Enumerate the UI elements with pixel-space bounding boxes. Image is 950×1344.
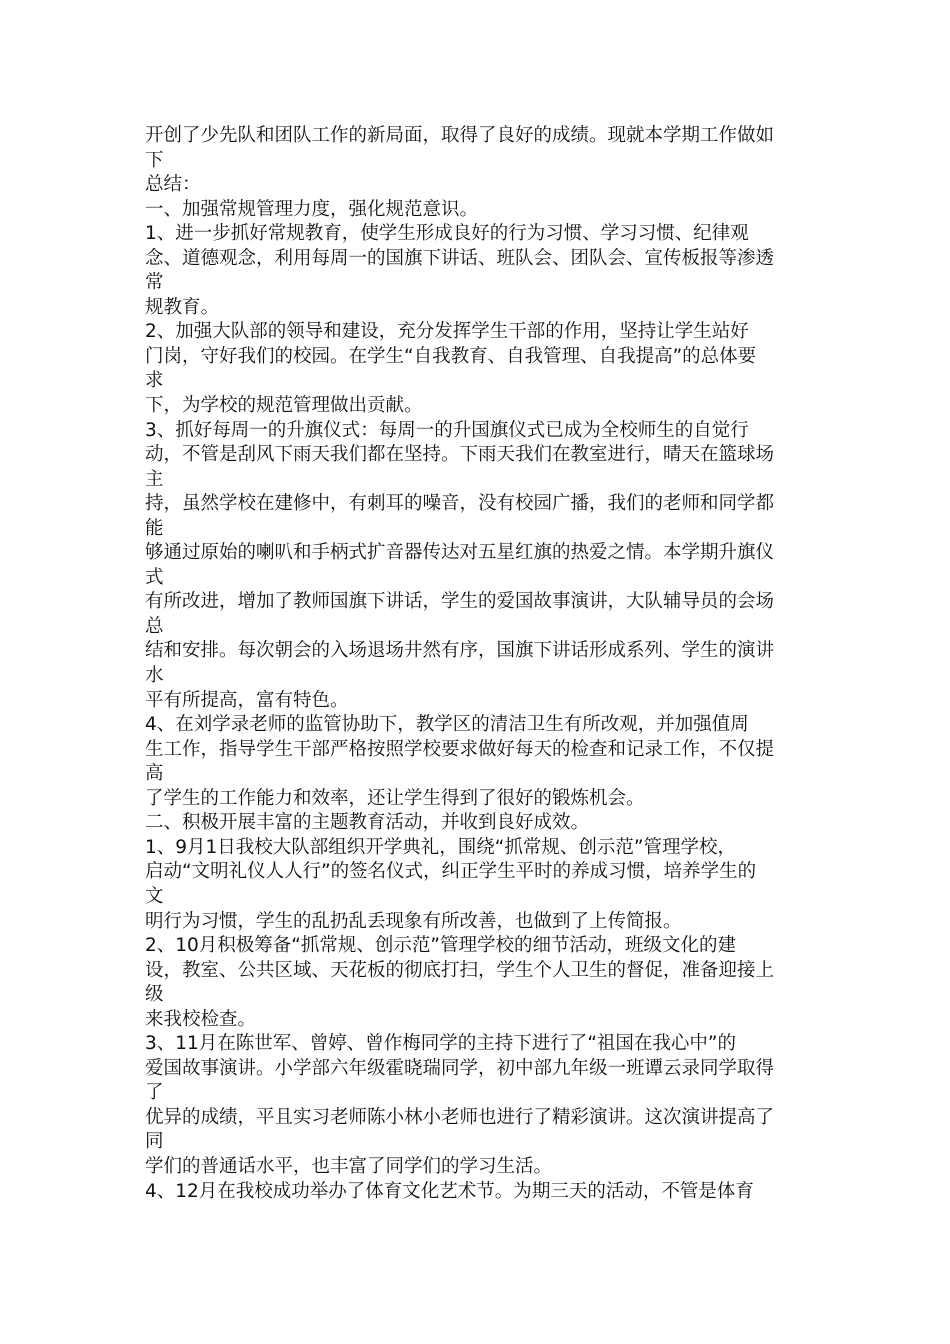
document-body-text: [145, 124, 845, 1204]
text-line: 1、进一步抓好常规教育，使学生形成良好的行为习惯、学习习惯、纪律观: [145, 223, 749, 245]
text-line: 门岗，守好我们的校园。在学生“自我教育、自我管理、自我提高”的总体要: [145, 345, 757, 367]
text-line: 4、在刘学录老师的监管协助下，教学区的清洁卫生有所改观，并加强值周: [145, 714, 749, 736]
text-line: 念、道德观念，利用每周一的国旗下讲话、班队会、团队会、宣传板报等渗透: [145, 247, 775, 269]
text-line: 生工作，指导学生干部严格按照学校要求做好每天的检查和记录工作，不仅提: [145, 738, 775, 760]
text-line: 规教育。: [145, 296, 220, 318]
text-line: 平有所提高，富有特色。: [145, 689, 349, 711]
text-line: 有所改进，增加了教师国旗下讲话，学生的爱国故事演讲，大队辅导员的会场: [145, 591, 775, 613]
text-line: 持，虽然学校在建修中，有刺耳的噪音，没有校园广播，我们的老师和同学都: [145, 493, 775, 515]
text-line: 能: [145, 517, 164, 539]
text-line: 学们的普通话水平，也丰富了同学们的学习生活。: [145, 1155, 553, 1177]
text-line: 级: [145, 984, 164, 1006]
text-line: 水: [145, 665, 164, 687]
text-line: 下: [145, 149, 164, 171]
text-line: 1、9月1日我校大队部组织开学典礼，围绕“抓常规、创示范”管理学校，: [145, 836, 736, 858]
text-line: 3、抓好每周一的升旗仪式：每周一的升国旗仪式已成为全校师生的自觉行: [145, 419, 749, 441]
text-line: 优异的成绩，平且实习老师陈小林小老师也进行了精彩演讲。这次演讲提高了: [145, 1106, 775, 1128]
text-line: 3、11月在陈世军、曾婷、曾作梅同学的主持下进行了“祖国在我心中”的: [145, 1033, 736, 1055]
text-line: 够通过原始的喇叭和手柄式扩音器传达对五星红旗的热爱之情。本学期升旗仪: [145, 542, 775, 564]
text-line: 开创了少先队和团队工作的新局面，取得了良好的成绩。现就本学期工作做如: [145, 125, 775, 146]
text-line: 爱国故事演讲。小学部六年级霍晓瑞同学，初中部九年级一班谭云录同学取得: [145, 1057, 775, 1079]
text-line: 一、加强常规管理力度，强化规范意识。: [145, 198, 479, 220]
text-line: 来我校检查。: [145, 1008, 257, 1030]
text-line: 高: [145, 763, 164, 785]
text-line: 式: [145, 566, 164, 588]
text-line: 总: [145, 615, 164, 637]
text-line: 二、积极开展丰富的主题教育活动，并收到良好成效。: [145, 812, 590, 834]
text-line: 4、12月在我校成功举办了体育文化艺术节。为期三天的活动，不管是体育: [145, 1180, 754, 1202]
text-line: 动，不管是刮风下雨天我们都在坚持。下雨天我们在教室进行，晴天在篮球场: [145, 444, 775, 466]
text-line: 主: [145, 468, 164, 490]
text-line: 文: [145, 885, 164, 907]
text-line: 2、加强大队部的领导和建设，充分发挥学生干部的作用，坚持让学生站好: [145, 321, 749, 343]
text-line: 了学生的工作能力和效率，还让学生得到了很好的锻炼机会。: [145, 787, 645, 809]
text-line: 下，为学校的规范管理做出贡献。: [145, 395, 423, 417]
text-line: 结和安排。每次朝会的入场退场井然有序，国旗下讲话形成系列、学生的演讲: [145, 640, 775, 662]
text-line: 总结：: [145, 174, 201, 196]
text-line: 了: [145, 1082, 164, 1104]
text-line: 常: [145, 272, 164, 294]
text-line: 同: [145, 1131, 164, 1153]
text-line: 求: [145, 370, 164, 392]
text-line: 2、10月积极筹备“抓常规、创示范”管理学校的细节活动，班级文化的建: [145, 935, 736, 957]
text-line: 启动“文明礼仪人人行”的签名仪式，纠正学生平时的养成习惯，培养学生的: [145, 861, 757, 883]
text-line: 设，教室、公共区域、天花板的彻底打扫，学生个人卫生的督促，准备迎接上: [145, 959, 775, 981]
text-line: 明行为习惯，学生的乱扔乱丢现象有所改善，也做到了上传简报。: [145, 910, 682, 932]
